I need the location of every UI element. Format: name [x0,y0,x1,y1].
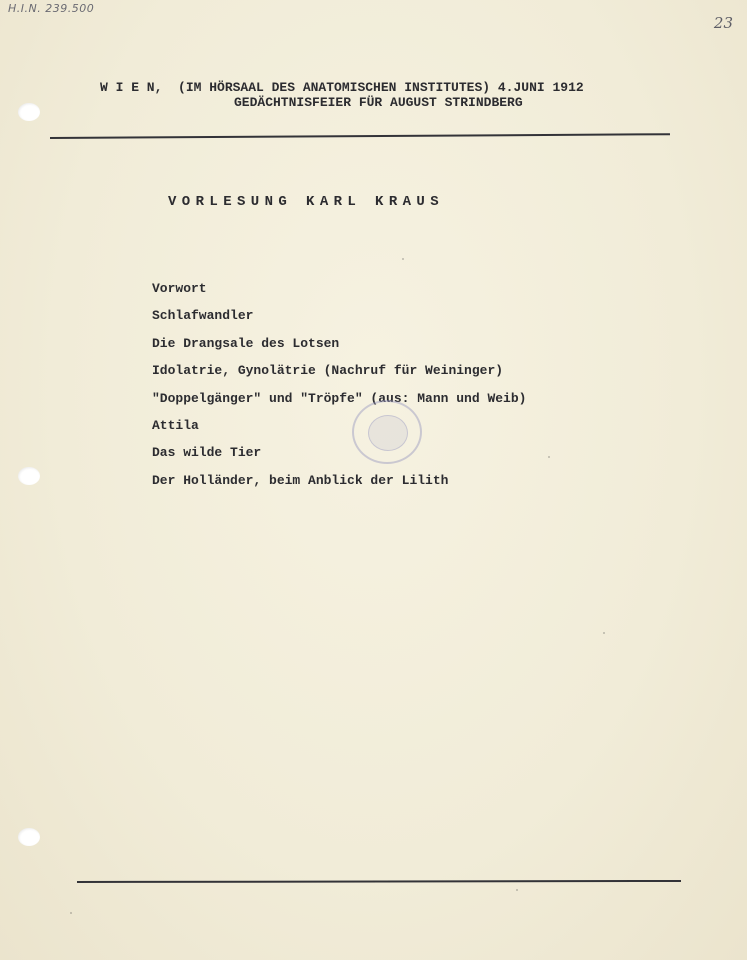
archive-stamp [352,400,422,464]
paper-speck [402,258,404,260]
page-number: 23 [713,14,733,32]
program-list [152,281,526,500]
paper-speck [516,889,518,891]
program-item: "Doppelgänger" und "Tröpfe" (aus: Mann und Weib) [152,390,527,406]
program-item: Schlafwandler [152,308,254,324]
punch-hole [18,467,40,485]
paper-speck [70,912,72,914]
program-item: Idolatrie, Gynolätrie (Nachruf für Weininger) [152,363,504,379]
paper-speck [603,632,605,634]
footer-divider [77,880,681,883]
program-item: Die Drangsale des Lotsen [152,335,340,351]
event-header [100,80,660,110]
punch-hole [18,103,40,121]
paper-speck [548,456,550,458]
program-item: Das wilde Tier [152,445,262,461]
program-item: Attila [152,417,199,433]
event-occasion: GEDÄCHTNISFEIER FÜR AUGUST STRINDBERG [234,95,523,110]
stamp-emblem [368,415,408,451]
program-item: Vorwort [152,281,207,296]
lecture-title: VORLESUNG KARL KRAUS [168,194,445,210]
program-item: Der Holländer, beim Anblick der Lilith [152,472,449,488]
punch-hole [18,828,40,846]
archive-number: H.I.N. 239.500 [8,2,95,15]
header-divider [50,133,670,139]
event-location-date: W I E N, (IM HÖRSAAL DES ANATOMISCHEN INSTITUTES) 4.JUNI 1912 [100,80,584,95]
